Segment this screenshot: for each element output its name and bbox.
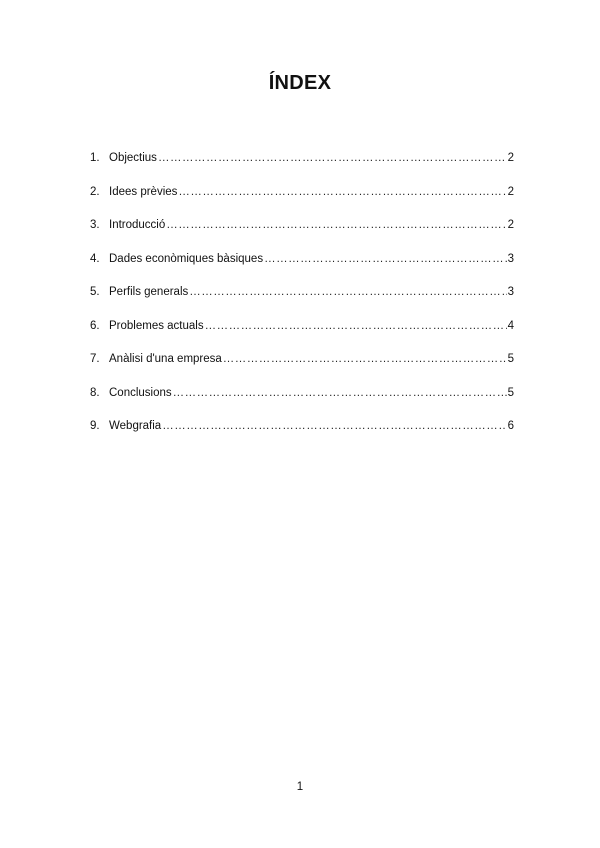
toc-item-idees-previes[interactable] <box>90 184 514 218</box>
toc-item-dades-economiques[interactable] <box>90 251 514 285</box>
toc-item-page: 2 <box>507 152 514 164</box>
toc-item-title: Introducció <box>109 219 166 231</box>
toc-item-introduccio[interactable] <box>90 217 514 251</box>
toc-item-objectius[interactable] <box>90 150 514 184</box>
toc-item-page: 4 <box>507 319 514 332</box>
toc-item-number: 9. <box>90 420 100 432</box>
toc-dot-leader <box>162 418 506 434</box>
toc-dot-leader <box>264 251 507 267</box>
toc-item-webgrafia[interactable] <box>90 418 514 452</box>
toc-dot-leader <box>173 385 507 401</box>
toc-item-number: 1. <box>90 152 100 164</box>
toc-item-title: Objectius <box>109 152 157 164</box>
toc-item-title: Dades econòmiques bàsiques <box>109 252 264 265</box>
toc-dot-leader <box>189 284 506 300</box>
toc-item-title: Problemes actuals <box>109 319 204 332</box>
toc-item-number: 3. <box>90 219 100 231</box>
toc-item-page: 3 <box>507 286 514 298</box>
toc-item-title: Perfils generals <box>109 286 189 298</box>
toc-item-number: 2. <box>90 185 100 198</box>
toc-item-title: Idees prèvies <box>109 185 178 198</box>
toc-item-number: 8. <box>90 386 100 399</box>
toc-dot-leader <box>205 318 507 334</box>
toc-item-number: 6. <box>90 319 100 332</box>
toc-dot-leader <box>166 217 506 233</box>
toc-item-analisi-empresa[interactable] <box>90 351 514 385</box>
toc-item-page: 3 <box>507 252 514 265</box>
toc-item-number: 5. <box>90 286 100 298</box>
toc-item-number: 4. <box>90 252 100 265</box>
table-of-contents <box>90 150 514 452</box>
toc-item-page: 5 <box>507 353 514 365</box>
toc-dot-leader <box>178 184 506 200</box>
toc-item-number: 7. <box>90 353 100 365</box>
toc-item-problemes-actuals[interactable] <box>90 318 514 352</box>
toc-item-conclusions[interactable] <box>90 385 514 419</box>
toc-dot-leader <box>158 150 507 166</box>
toc-item-title: Anàlisi d'una empresa <box>109 353 222 365</box>
toc-item-perfils-generals[interactable] <box>90 284 514 318</box>
toc-item-title: Conclusions <box>109 386 172 399</box>
toc-item-page: 2 <box>507 185 514 198</box>
page-number: 1 <box>296 781 304 793</box>
toc-item-page: 6 <box>507 420 514 432</box>
toc-item-title: Webgrafia <box>109 420 162 432</box>
toc-item-page: 5 <box>507 386 514 399</box>
page-title: ÍNDEX <box>268 72 332 94</box>
toc-item-page: 2 <box>507 219 514 231</box>
toc-dot-leader <box>223 351 507 367</box>
